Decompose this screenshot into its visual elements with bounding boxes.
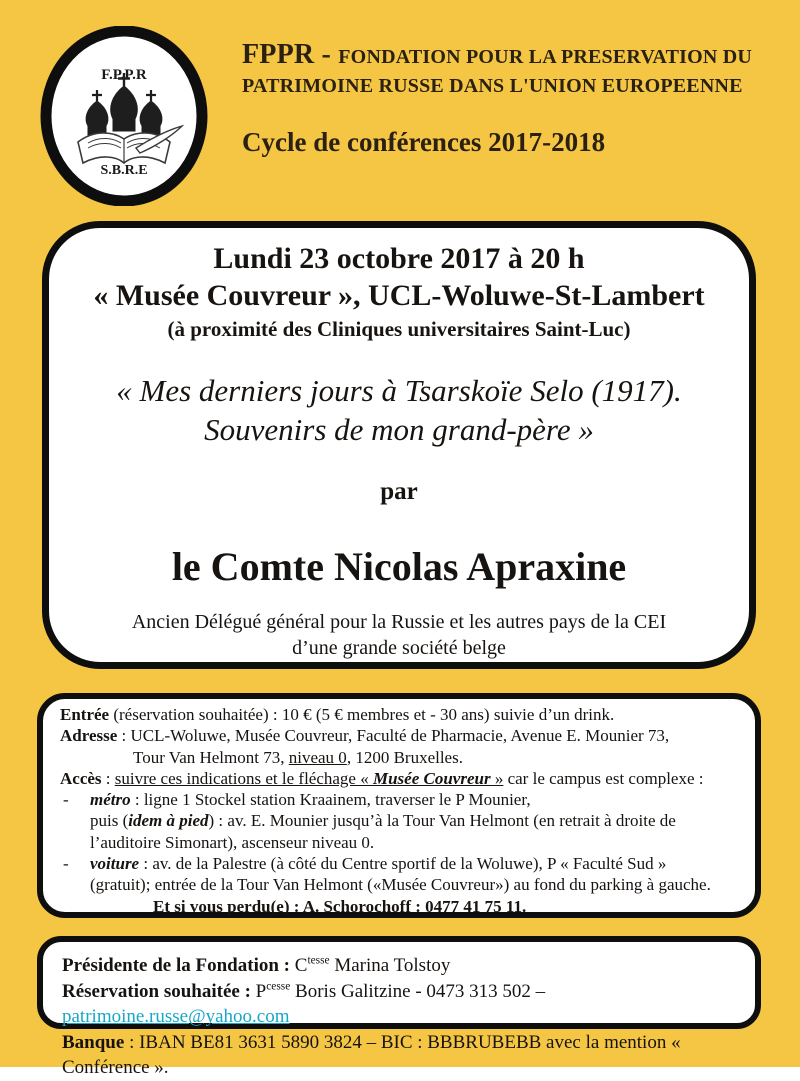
org-abbr: FPPR - [242, 39, 339, 70]
text-segment: : ligne 1 Stockel station Kraainem, traverser le P Mounier, [130, 790, 531, 810]
text-segment: Réservation souhaitée : [62, 980, 251, 1002]
car-line [60, 853, 741, 874]
text-segment: : UCL-Woluwe, Musée Couvreur, Faculté de Pharmacie, Avenue E. Mounier 73, [117, 726, 670, 746]
reservation-line [62, 979, 741, 1030]
org-name-line2: PATRIMOINE RUSSE DANS L'UNION EUROPEENNE [242, 75, 743, 97]
text-segment: Et si vous perdu(e) : A. Schorochoff : 0477 41 75 11. [153, 896, 527, 916]
talk-title-line1: « Mes derniers jours à Tsarskoïe Selo (1917). [116, 373, 682, 408]
event-card [42, 221, 756, 669]
logo-bottom-label: S.B.R.E [100, 163, 148, 178]
metro-line [60, 789, 741, 810]
text-segment: l’auditoire Simonart), ascenseur niveau 0. [90, 832, 375, 852]
metro-line-2 [60, 810, 741, 831]
text-segment: métro [90, 790, 131, 810]
text-segment: Musée Couvreur [372, 768, 491, 788]
text-segment: tesse [307, 954, 330, 967]
text-segment: puis ( [90, 811, 129, 831]
by-label: par [380, 478, 418, 505]
president-line [62, 953, 741, 979]
text-segment: Marina Tolstoy [329, 955, 451, 976]
text-segment: Accès [60, 768, 102, 788]
text-segment: Adresse [60, 726, 118, 746]
lost-line [60, 896, 741, 917]
header [242, 40, 777, 158]
address-line-2 [60, 747, 741, 768]
text-segment: Boris Galitzine - 0473 313 502 – [290, 980, 546, 1002]
text-segment: Présidente de la Fondation : [62, 955, 290, 976]
text-segment: cesse [266, 980, 291, 993]
text-segment: Entrée [60, 705, 110, 724]
text-segment: : av. de la Palestre (à côté du Centre sportif de la Woluwe), P « Faculté Sud » [139, 854, 667, 874]
org-name-line1: FONDATION POUR LA PRESERVATION DU [338, 46, 752, 68]
address-line-1 [60, 725, 741, 746]
text-segment: idem à pied [128, 811, 209, 831]
text-segment: (réservation souhaitée) : 10 € (5 € membres et - 30 ans) suivie d’un drink. [109, 705, 615, 724]
text-segment: P [250, 980, 267, 1002]
speaker-desc-line2: d’une grande société belge [292, 637, 506, 659]
text-segment: (gratuit); entrée de la Tour Van Helmont («Musée Couvreur») au fond du parking à gauche. [90, 875, 711, 895]
speaker-name: le Comte Nicolas Apraxine [171, 544, 627, 589]
text-segment: Banque [62, 1031, 125, 1053]
text-segment: : [101, 768, 115, 788]
footer-card [37, 936, 761, 1078]
event-datetime: Lundi 23 octobre 2017 à 20 h [213, 242, 585, 275]
text-segment: » [490, 768, 504, 788]
talk-title-line2: Souvenirs de mon grand-père » [204, 412, 594, 447]
text-segment: niveau 0 [288, 747, 347, 767]
event-venue-note: (à proximité des Cliniques universitaires Saint-Luc) [167, 317, 631, 341]
fppr-logo-graphic [40, 26, 208, 206]
text-segment: ) : av. E. Mounier jusqu’à la Tour Van Helmont (en retrait à droite de [208, 811, 676, 831]
text-segment: voiture [90, 854, 140, 874]
text-segment: suivre ces indications et le fléchage « [114, 768, 373, 788]
entry-line [60, 704, 741, 725]
bank-line [62, 1030, 741, 1081]
car-line-2 [60, 874, 741, 895]
logo-top-label: F.P.P.R [101, 67, 147, 83]
email-link[interactable]: patrimoine.russe@yahoo.com [62, 1006, 290, 1027]
text-segment: Tour Van Helmont 73, [133, 747, 289, 767]
text-segment: : IBAN BE81 3631 5890 3824 – BIC : BBBRUBEBB avec la mention « Conférence ». [62, 1031, 681, 1078]
text-segment: C [290, 955, 308, 976]
fppr-logo [40, 26, 208, 206]
text-segment: , 1200 Bruxelles. [346, 747, 463, 767]
org-name [242, 40, 777, 101]
access-line [60, 768, 741, 789]
cycle-title: Cycle de conférences 2017-2018 [242, 127, 606, 157]
info-card [37, 693, 761, 918]
text-segment: - [63, 854, 69, 874]
text-segment: - [63, 790, 69, 810]
event-venue: « Musée Couvreur », UCL-Woluwe-St-Lambert [93, 279, 705, 312]
speaker-desc-line1: Ancien Délégué général pour la Russie et les autres pays de la CEI [131, 611, 667, 633]
metro-line-3 [60, 832, 741, 853]
text-segment: car le campus est complexe : [503, 768, 704, 788]
